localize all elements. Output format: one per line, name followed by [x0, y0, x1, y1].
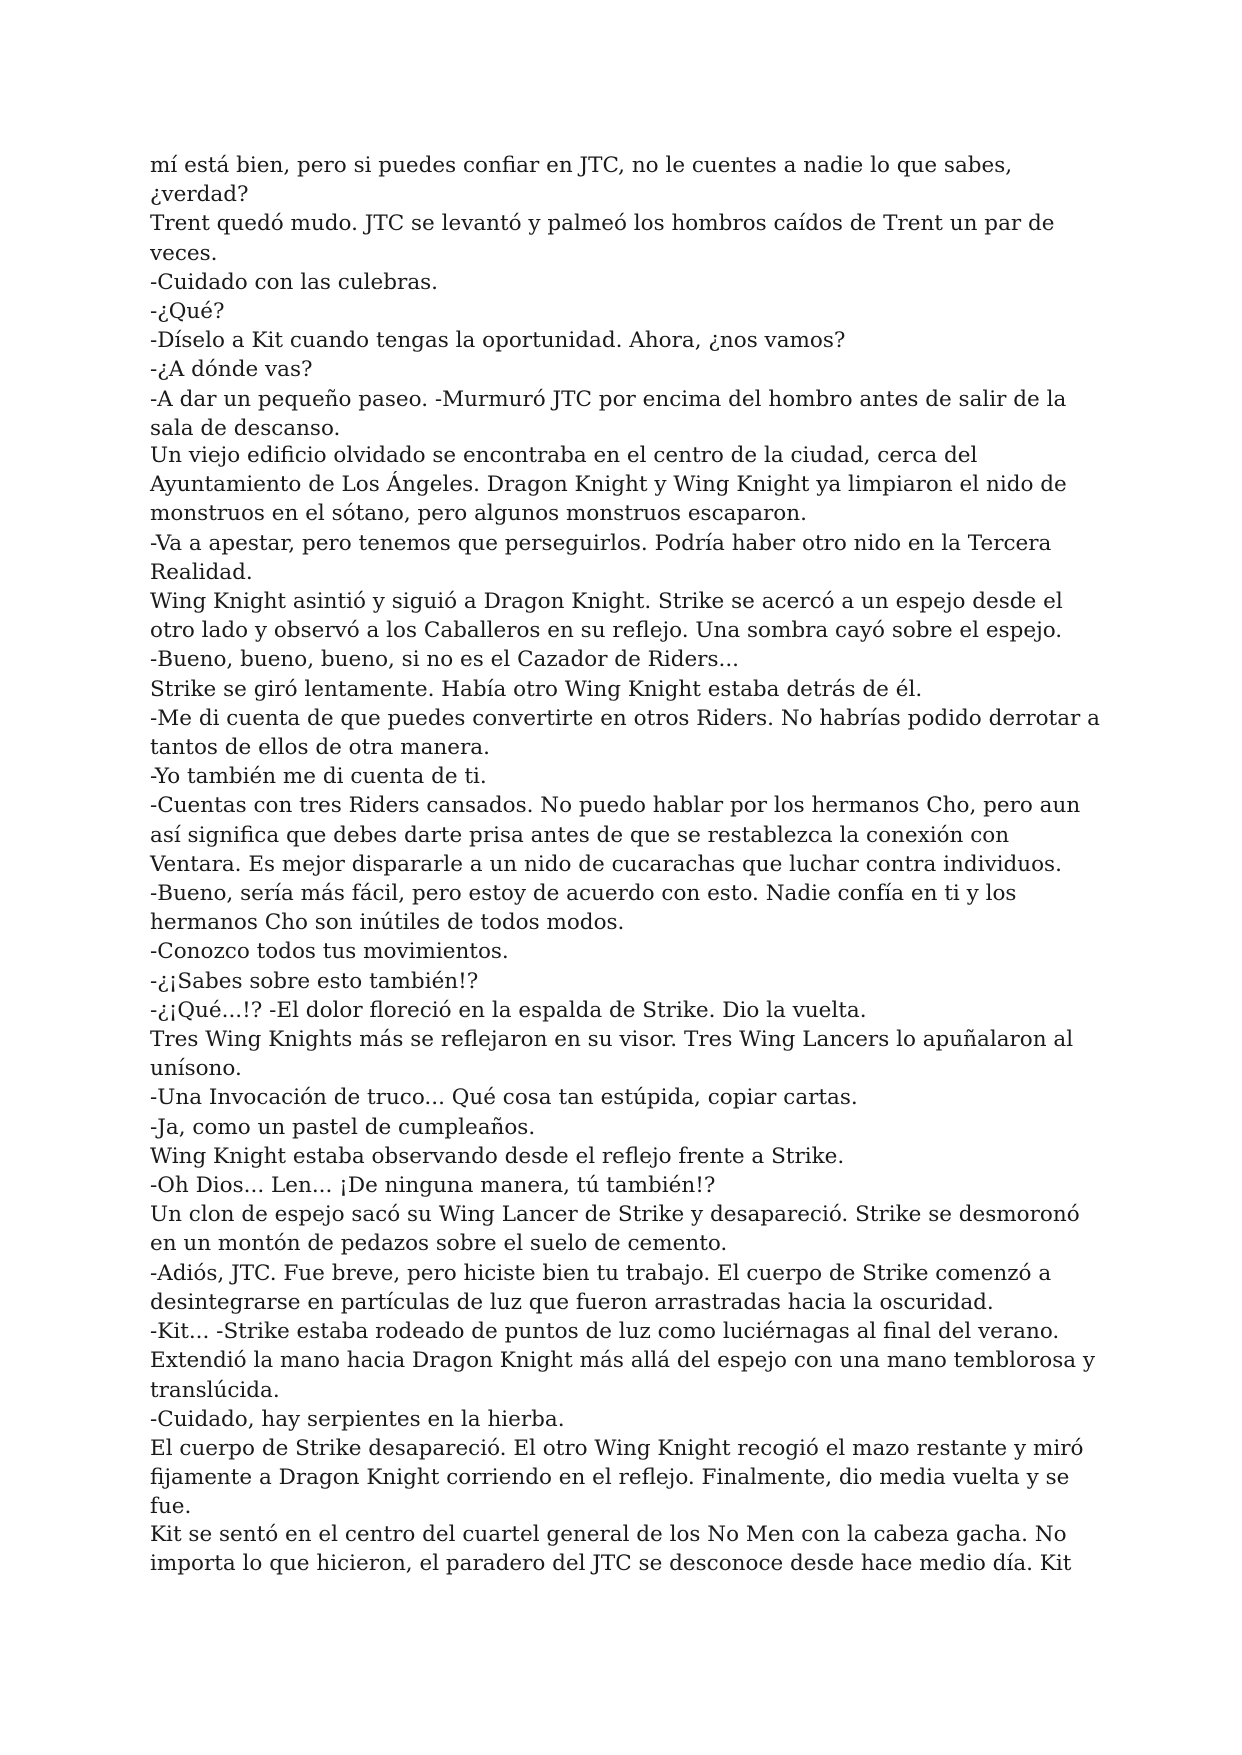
paragraph: -Ja, como un pastel de cumpleaños.: [150, 1114, 536, 1140]
paragraph: -A dar un pequeño paseo. -Murmuró JTC por encima del hombro antes de salir de la sala de descanso.: [150, 386, 1067, 441]
paragraph: -Bueno, bueno, bueno, si no es el Cazador de Riders...: [150, 647, 739, 673]
paragraph: -Cuentas con tres Riders cansados. No puedo hablar por los hermanos Cho, pero aun así significa que debes darte prisa antes de que se restablezca la conexión con Ventara. Es mejor dispararle a un nido de cucarachas que luchar contra individuos.: [150, 793, 1081, 877]
paragraph: Un clon de espejo sacó su Wing Lancer de Strike y desapareció. Strike se desmoronó en un montón de pedazos sobre el suelo de cemento.: [150, 1202, 1080, 1257]
paragraph: -Cuidado con las culebras.: [150, 269, 439, 295]
paragraph: -Cuidado, hay serpientes en la hierba.: [150, 1406, 565, 1432]
paragraph: -Bueno, sería más fácil, pero estoy de acuerdo con esto. Nadie confía en ti y los hermanos Cho son inútiles de todos modos.: [150, 881, 1017, 936]
paragraph: -Va a apestar, pero tenemos que perseguirlos. Podría haber otro nido en la Tercera Realidad.: [150, 530, 1052, 585]
text-section-3: [150, 1520, 1100, 1578]
paragraph: -Una Invocación de truco... Qué cosa tan estúpida, copiar cartas.: [150, 1085, 858, 1111]
paragraph: -Adiós, JTC. Fue breve, pero hiciste bien tu trabajo. El cuerpo de Strike comenzó a desintegrarse en partículas de luz que fueron arrastradas hacia la oscuridad.: [150, 1260, 1052, 1315]
paragraph: Strike se giró lentamente. Había otro Wing Knight estaba detrás de él.: [150, 676, 923, 702]
text-section-1: [150, 151, 1100, 443]
paragraph: Wing Knight estaba observando desde el reflejo frente a Strike.: [150, 1143, 845, 1169]
paragraph: El cuerpo de Strike desapareció. El otro Wing Knight recogió el mazo restante y miró fijamente a Dragon Knight corriendo en el reflejo. Finalmente, dio media vuelta y se fue.: [150, 1435, 1084, 1520]
paragraph: -Me di cuenta de que puedes convertirte en otros Riders. No habrías podido derrotar a tantos de ellos de otra manera.: [150, 705, 1100, 761]
paragraph: -¿¡Sabes sobre esto también!?: [150, 968, 479, 994]
paragraph: Tres Wing Knights más se reflejaron en su visor. Tres Wing Lancers lo apuñalaron al unísono.: [150, 1027, 1074, 1082]
paragraph: mí está bien, pero si puedes confiar en JTC, no le cuentes a nadie lo que sabes, ¿verdad?: [150, 153, 1013, 208]
paragraph: -Conozco todos tus movimientos.: [150, 939, 509, 965]
paragraph: Wing Knight asintió y siguió a Dragon Knight. Strike se acercó a un espejo desde el otro lado y observó a los Caballeros en su reflejo. Una sombra cayó sobre el espejo.: [150, 589, 1063, 644]
paragraph: -¿Qué?: [150, 299, 225, 325]
paragraph: Kit se sentó en el centro del cuartel general de los No Men con la cabeza gacha. No importa lo que hicieron, el paradero del JTC se desconoce desde hace medio día. Kit: [150, 1522, 1072, 1577]
paragraph: -Yo también me di cuenta de ti.: [150, 764, 487, 790]
paragraph: Un viejo edificio olvidado se encontraba en el centro de la ciudad, cerca del Ayuntamiento de Los Ángeles. Dragon Knight y Wing Knight ya limpiaron el nido de monstruos en el sótano, pero algunos monstruos escaparon.: [150, 443, 1067, 527]
paragraph: -¿A dónde vas?: [150, 357, 313, 383]
paragraph: -Kit... -Strike estaba rodeado de puntos de luz como luciérnagas al final del verano. Extendió la mano hacia Dragon Knight más allá del espejo con una mano temblorosa y translúcida.: [150, 1319, 1096, 1403]
paragraph: -Oh Dios... Len... ¡De ninguna manera, tú también!?: [150, 1173, 716, 1199]
paragraph: -¿¡Qué...!? -El dolor floreció en la espalda de Strike. Dio la vuelta.: [150, 997, 867, 1023]
text-section-2: [150, 441, 1100, 1522]
paragraph: -Díselo a Kit cuando tengas la oportunidad. Ahora, ¿nos vamos?: [150, 328, 846, 354]
paragraph: Trent quedó mudo. JTC se levantó y palmeó los hombros caídos de Trent un par de veces.: [150, 211, 1055, 266]
